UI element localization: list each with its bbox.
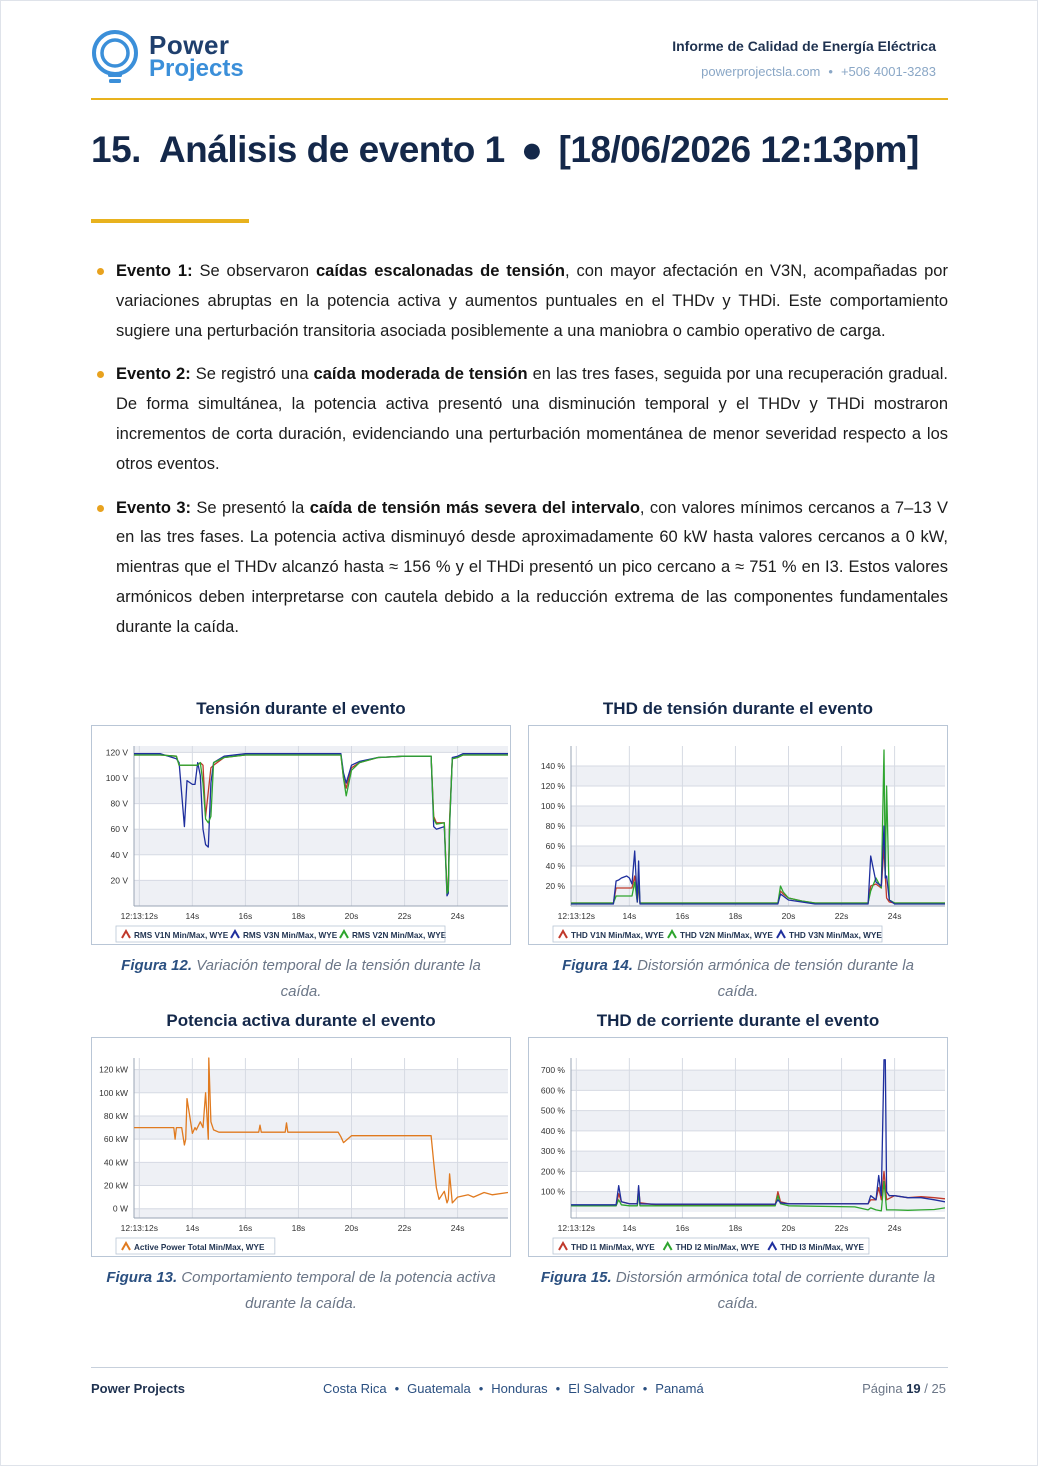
- caption-text: Distorsión armónica de tensión durante la caída.: [632, 957, 914, 1000]
- x-tick-label: 18s: [728, 911, 743, 921]
- page-number: [862, 1381, 946, 1396]
- legend-marker: [122, 931, 130, 938]
- legend-label: RMS V3N Min/Max, WYE: [243, 931, 338, 940]
- y-tick-label: 0 W: [112, 1203, 128, 1214]
- x-tick-label: 16s: [238, 1223, 253, 1233]
- title-bullet: ●: [520, 129, 543, 170]
- x-tick-label: 22s: [834, 911, 849, 921]
- country-name: Costa Rica: [323, 1381, 387, 1396]
- y-tick-label: 100 %: [540, 801, 565, 811]
- y-tick-label: 200 %: [540, 1166, 565, 1177]
- footer-divider: [91, 1367, 948, 1368]
- chart-title: THD de corriente durante el evento: [596, 1011, 880, 1030]
- x-tick-label: 18s: [728, 1223, 743, 1233]
- event-highlight: caída moderada de tensión: [313, 365, 528, 384]
- separator-dot: •: [555, 1381, 561, 1396]
- y-tick-label: 100 %: [540, 1186, 565, 1197]
- page-label: Página: [862, 1381, 903, 1396]
- legend-item: [559, 1243, 655, 1252]
- y-tick-label: 40 V: [110, 849, 128, 860]
- caption-text: Variación temporal de la tensión durante la caída.: [192, 957, 481, 1000]
- separator-dot: •: [828, 64, 833, 79]
- event-item: [116, 257, 948, 346]
- y-tick-label: 120 V: [105, 747, 128, 758]
- event-highlight: caída de tensión más severa del intervalo: [309, 498, 640, 517]
- y-tick-label: 60 kW: [103, 1134, 128, 1145]
- x-tick-label: 14s: [622, 1223, 637, 1233]
- title-underline: [91, 219, 249, 223]
- x-tick-label: 20s: [344, 1223, 359, 1233]
- caption-label: Figura 13.: [106, 1269, 178, 1286]
- figure-thdv: [528, 699, 948, 1005]
- figure-caption: [528, 953, 948, 1005]
- event-text: en las tres fases, seguida por una recuperación gradual. De forma simultánea, la potencia activa presentó una disminución temporal y el THDv y THDi mostraron incrementos de corta duración, evidenciando una perturbación momentánea de menor severidad respecto a los otros eventos.: [116, 365, 948, 473]
- grid-band: [571, 1151, 945, 1171]
- footer-countries: [323, 1381, 704, 1396]
- caption-text: Distorsión armónica total de corriente durante la caída.: [611, 1269, 936, 1312]
- legend-item: [664, 1243, 760, 1252]
- legend-item: [559, 931, 664, 940]
- footer-company: Power Projects: [91, 1381, 185, 1396]
- grid-band: [134, 829, 508, 855]
- x-tick-label: 14s: [185, 1223, 200, 1233]
- x-tick-label: 18s: [291, 1223, 306, 1233]
- events-list: [116, 257, 948, 657]
- x-tick-label: 12:13:12s: [557, 1223, 595, 1233]
- separator-dot: •: [642, 1381, 648, 1396]
- legend-marker: [559, 931, 567, 938]
- page-current: 19: [906, 1381, 921, 1396]
- grid-band: [134, 1209, 508, 1218]
- x-tick-label: 12:13:12s: [557, 911, 595, 921]
- legend-item: [122, 931, 229, 940]
- phone-number: +506 4001-3283: [840, 64, 936, 79]
- chart-voltage: [91, 725, 511, 945]
- figure-caption: [91, 953, 511, 1005]
- report-title: Informe de Calidad de Energía Eléctrica: [672, 38, 936, 54]
- y-tick-label: 140 %: [540, 761, 565, 771]
- legend-item: [668, 931, 773, 940]
- legend-marker: [664, 1243, 672, 1250]
- event-item: [116, 360, 948, 479]
- grid-band: [134, 1070, 508, 1093]
- chart-title: Potencia activa durante el evento: [166, 1011, 436, 1030]
- chart-legend: [116, 926, 447, 942]
- legend-label: RMS V2N Min/Max, WYE: [352, 931, 447, 940]
- legend-label: THD V1N Min/Max, WYE: [571, 931, 664, 940]
- website-link[interactable]: powerprojectsla.com: [701, 64, 821, 79]
- x-tick-label: 14s: [622, 911, 637, 921]
- legend-marker: [231, 931, 239, 938]
- y-tick-label: 80 %: [545, 821, 565, 831]
- x-tick-label: 18s: [291, 911, 306, 921]
- chart-svg: [92, 1038, 510, 1256]
- power-projects-logo: [91, 29, 261, 89]
- event-text: Se observaron: [192, 262, 316, 280]
- legend-item: [777, 931, 882, 940]
- y-tick-label: 500 %: [540, 1105, 565, 1116]
- legend-label: THD V2N Min/Max, WYE: [680, 931, 773, 940]
- legend-marker: [122, 1243, 130, 1250]
- grid-band: [571, 766, 945, 786]
- header-info: [672, 38, 936, 79]
- section-title-text: Análisis de evento 1: [158, 129, 505, 170]
- lightbulb-icon: [91, 29, 143, 89]
- chart-svg: [92, 726, 510, 944]
- chart-power: [91, 1037, 511, 1257]
- event-text: , con valores mínimos cercanos a 7–13 V en las tres fases. La potencia activa disminuyó desde aproximadamente 60 kW hasta valores cercanos a 0 kW, mientras que el THDv alcanzó hasta ≈ 156 % y el THDi presentó un pico cercano a ≈ 751 % en I3. Estos valores armónicos deben interpretarse con cautela debido a la reducción extrema de las componentes fundamentales durante la caída.: [116, 498, 948, 636]
- y-tick-label: 20 kW: [103, 1180, 128, 1191]
- grid-band: [134, 1162, 508, 1185]
- legend-marker: [559, 1243, 567, 1250]
- legend-label: Active Power Total Min/Max, WYE: [134, 1243, 265, 1252]
- event-text: Se presentó la: [191, 498, 310, 517]
- y-tick-label: 600 %: [540, 1085, 565, 1096]
- x-tick-label: 24s: [887, 911, 902, 921]
- x-tick-label: 22s: [397, 1223, 412, 1233]
- caption-label: Figura 14.: [562, 957, 633, 974]
- y-tick-label: 400 %: [540, 1125, 565, 1136]
- contact-line: [672, 64, 936, 79]
- y-tick-label: 100 V: [105, 773, 128, 783]
- logo-word-power: Power: [149, 30, 230, 60]
- event-label: Evento 1:: [116, 262, 193, 280]
- y-tick-label: 20 %: [545, 881, 565, 891]
- x-tick-label: 20s: [781, 1223, 796, 1233]
- page-total: 25: [931, 1381, 946, 1396]
- chart-legend: [553, 1238, 869, 1254]
- y-tick-label: 40 kW: [103, 1157, 128, 1168]
- event-text: , con mayor afectación en V3N, acompañadas por variaciones abruptas en la potencia activa y aumentos puntuales en el THDv y THDi. Este comportamiento sugiere una perturbación transitoria asociada posiblemente a una maniobra o cambio operativo de carga.: [116, 262, 948, 340]
- separator-dot: •: [394, 1381, 400, 1396]
- x-tick-label: 12:13:12s: [120, 1223, 158, 1233]
- y-tick-label: 60 %: [545, 841, 565, 851]
- y-tick-label: 120 %: [540, 781, 565, 791]
- x-tick-label: 16s: [238, 911, 253, 921]
- figure-power: [91, 1011, 511, 1317]
- x-tick-label: 22s: [397, 911, 412, 921]
- page-separator: /: [924, 1381, 928, 1396]
- x-tick-label: 14s: [185, 911, 200, 921]
- legend-label: RMS V1N Min/Max, WYE: [134, 931, 229, 940]
- legend-marker: [777, 931, 785, 938]
- y-tick-label: 20 V: [110, 875, 128, 886]
- y-tick-label: 60 V: [110, 824, 128, 835]
- y-tick-label: 120 kW: [99, 1064, 128, 1075]
- chart-svg: [529, 1038, 947, 1256]
- section-title: [91, 129, 919, 171]
- y-tick-label: 80 V: [110, 798, 128, 809]
- y-tick-label: 700 %: [540, 1065, 565, 1076]
- event-text: Se registró una: [190, 365, 314, 384]
- caption-text: Comportamiento temporal de la potencia activa durante la caída.: [177, 1269, 496, 1312]
- legend-label: THD V3N Min/Max, WYE: [789, 931, 882, 940]
- chart-legend: [116, 1238, 275, 1254]
- x-tick-label: 24s: [887, 1223, 902, 1233]
- grid-band: [571, 1070, 945, 1090]
- grid-band: [571, 806, 945, 826]
- event-label: Evento 2:: [116, 365, 191, 384]
- country-name: Guatemala: [407, 1381, 471, 1396]
- chart-title: THD de tensión durante el evento: [602, 699, 874, 718]
- y-tick-label: 100 kW: [99, 1087, 128, 1098]
- chart-thdv: [528, 725, 948, 945]
- x-tick-label: 24s: [450, 911, 465, 921]
- legend-label: THD I1 Min/Max, WYE: [571, 1243, 655, 1252]
- caption-label: Figura 15.: [540, 1269, 612, 1286]
- legend-marker: [340, 931, 348, 938]
- grid-band: [134, 880, 508, 906]
- grid-band: [571, 1111, 945, 1131]
- country-name: Panamá: [655, 1381, 704, 1396]
- figure-caption: [528, 1265, 948, 1317]
- legend-label: THD I3 Min/Max, WYE: [780, 1243, 865, 1252]
- x-tick-label: 16s: [675, 1223, 690, 1233]
- legend-item: [231, 931, 338, 940]
- logo-word-projects: Projects: [149, 55, 244, 82]
- chart-thdi: [528, 1037, 948, 1257]
- section-timestamp: [18/06/2026 12:13pm]: [558, 129, 919, 170]
- legend-label: THD I2 Min/Max, WYE: [675, 1243, 760, 1252]
- y-tick-label: 40 %: [545, 861, 565, 871]
- x-tick-label: 16s: [675, 911, 690, 921]
- event-label: Evento 3:: [116, 498, 192, 517]
- legend-marker: [768, 1243, 776, 1250]
- chart-legend: [553, 926, 882, 942]
- header-divider: [91, 98, 948, 100]
- caption-label: Figura 12.: [121, 957, 193, 974]
- x-tick-label: 24s: [450, 1223, 465, 1233]
- figure-thdi: [528, 1011, 948, 1317]
- legend-item: [768, 1243, 864, 1252]
- section-number: 15.: [91, 129, 141, 170]
- country-name: Honduras: [491, 1381, 548, 1396]
- event-highlight: caídas escalonadas de tensión: [315, 262, 565, 280]
- separator-dot: •: [478, 1381, 484, 1396]
- x-tick-label: 22s: [834, 1223, 849, 1233]
- x-tick-label: 20s: [781, 911, 796, 921]
- figure-voltage: [91, 699, 511, 1005]
- x-tick-label: 12:13:12s: [120, 911, 158, 921]
- legend-marker: [668, 931, 676, 938]
- event-item: [116, 494, 948, 643]
- y-tick-label: 80 kW: [103, 1110, 128, 1121]
- chart-title: Tensión durante el evento: [196, 699, 406, 718]
- x-tick-label: 20s: [344, 911, 359, 921]
- legend-item: [122, 1243, 265, 1252]
- grid-band: [134, 746, 508, 752]
- y-tick-label: 300 %: [540, 1146, 565, 1157]
- chart-svg: [529, 726, 947, 944]
- figure-caption: [91, 1265, 511, 1317]
- country-name: El Salvador: [568, 1381, 635, 1396]
- legend-item: [340, 931, 447, 940]
